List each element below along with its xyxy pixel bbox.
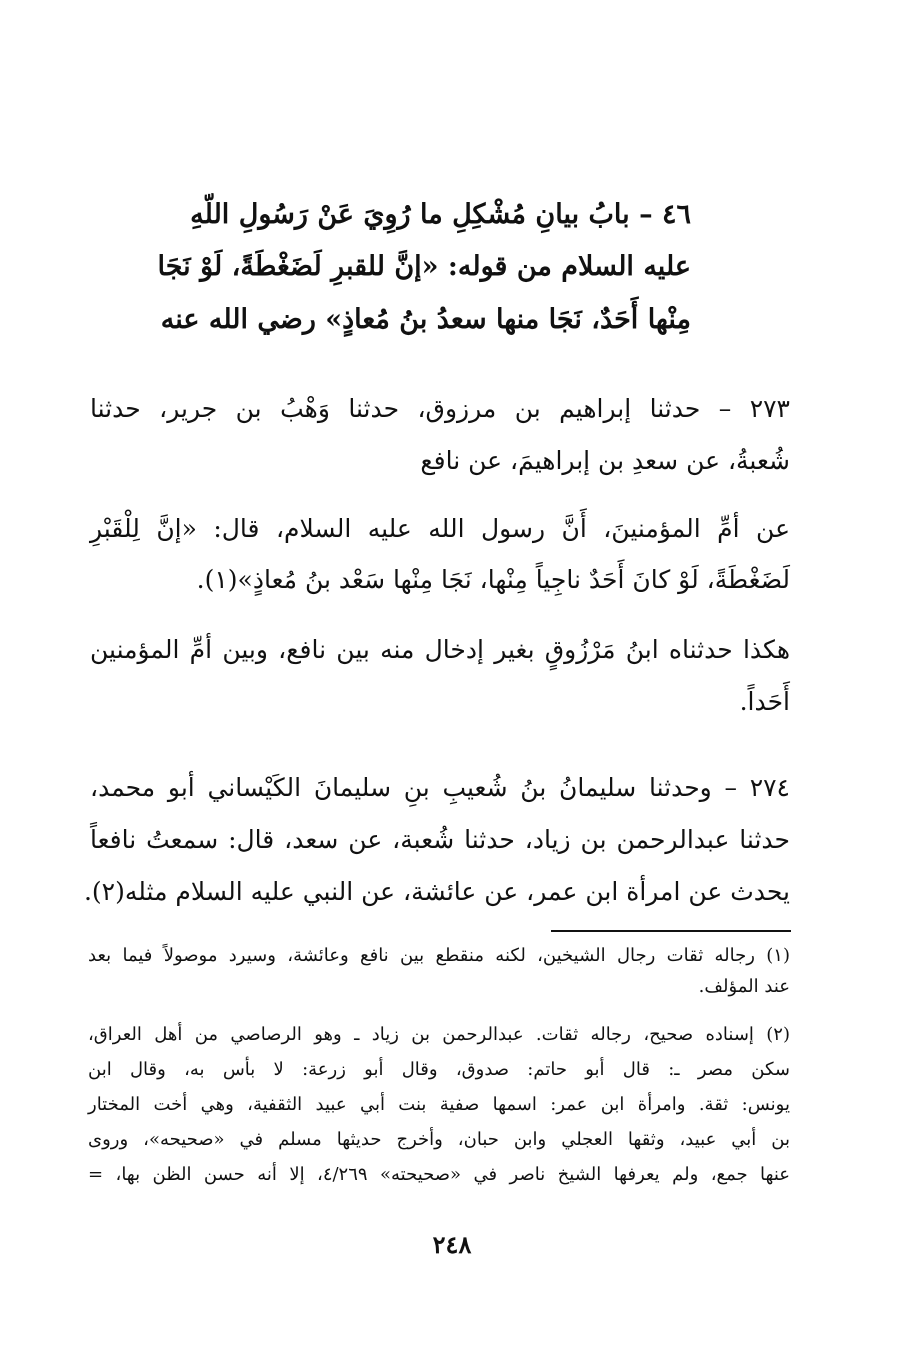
text-line: عن أمِّ المؤمنينَ، أَنَّ رسول الله عليه السلام، قال: «إنَّ لِلْقَبْرِ	[90, 514, 790, 543]
heading-line: مِنْها أَحَدٌ، نَجَا منها سعدُ بنُ مُعاذٍ» رضي الله عنه	[160, 304, 691, 335]
text-line: شُعبةُ، عن سعدِ بن إبراهيمَ، عن نافع	[420, 446, 790, 475]
heading-line: ٤٦ – بابُ بيانِ مُشْكِلِ ما رُوِيَ عَنْ رَسُولِ اللّهِ	[190, 199, 691, 230]
footnote-line: عند المؤلف.	[698, 976, 790, 997]
text-line: هكذا حدثناه ابنُ مَرْزُوقٍ بغير إدخال منه بين نافع، وبين أمِّ المؤمنين	[90, 635, 790, 664]
footnote-line: (٢) إسناده صحيح، رجاله ثقات. عبدالرحمن بن زياد ـ وهو الرصاصي من أهل العراق،	[88, 1024, 790, 1045]
footnote-separator	[551, 930, 791, 932]
page-number: ٢٤٨	[432, 1230, 472, 1259]
text-line: حدثنا عبدالرحمن بن زياد، حدثنا شُعبة، عن سعد، قال: سمعتُ نافعاً	[90, 825, 790, 854]
text-line: أَحَداً.	[739, 687, 790, 716]
text-line: ٢٧٣ – حدثنا إبراهيم بن مرزوق، حدثنا وَهْبُ بن جرير، حدثنا	[90, 394, 790, 423]
footnote-line: (١) رجاله ثقات رجال الشيخين، لكنه منقطع بين نافع وعائشة، وسيرد موصولاً فيما بعد	[88, 945, 790, 966]
heading-line: عليه السلام من قوله: «إنَّ للقبرِ لَضَغْطَةً، لَوْ نَجَا	[157, 251, 691, 282]
footnote-line: بن أبي عبيد، وثقها العجلي وابن حبان، وأخرج حديثها مسلم في «صحيحه»، وروى	[88, 1129, 790, 1150]
text-line: لَضَغْطَةً، لَوْ كانَ أَحَدٌ ناجِياً مِنْها، نَجَا مِنْها سَعْد بنُ مُعاذٍ»(١).	[196, 565, 790, 594]
footnote-line: يونس: ثقة. وامرأة ابن عمر: اسمها صفية بنت أبي عبيد الثقفية، وهي أخت المختار	[88, 1094, 790, 1115]
text-line: ٢٧٤ – وحدثنا سليمانُ بنُ شُعيبِ بنِ سليمانَ الكَيْساني أبو محمد،	[90, 773, 790, 802]
footnote-line: عنها جمع، ولم يعرفها الشيخ ناصر في «صحيحته» ٤/٢٦٩، إلا أنه حسن الظن بها، =	[88, 1164, 791, 1185]
footnote-line: سكن مصر ـ: قال أبو حاتم: صدوق، وقال أبو زرعة: لا بأس به، وقال ابن	[88, 1059, 790, 1080]
text-line: يحدث عن امرأة ابن عمر، عن عائشة، عن النبي عليه السلام مثله(٢).	[83, 877, 790, 906]
